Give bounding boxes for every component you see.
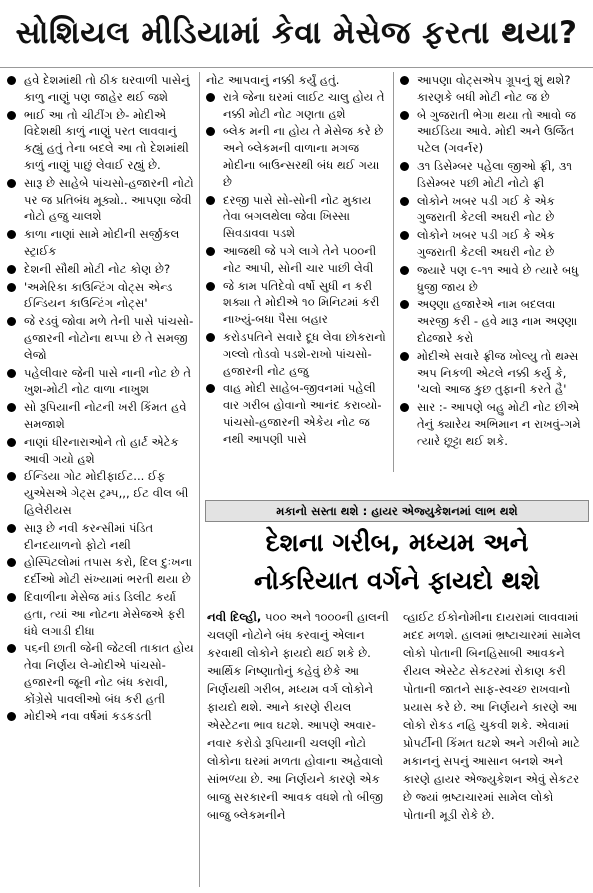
bullet-item (206, 329, 389, 379)
bullet-dot-icon (7, 593, 16, 602)
bullet-item (7, 107, 195, 174)
bullet-dot-icon (400, 76, 409, 85)
bullet-item (206, 243, 389, 277)
article-body-right: વ્હાઈટ ઈકોનોમીના દાયરામાં લાવવામાં મદદ મળશે. હાલમાં ભ્રષ્ટાચારમાં સામેલ લોકો પોતાની બિનહિસાબી આવકને રીયલ એસ્ટેટ સેકટરમાં રોકાણ કરી પોતાની જાતને સાફ-સ્વચ્છ રાખવાનો પ્રયાસ કરે છે. આ નિર્ણયને કારણે આ લોકો રોકડ નહિ ચુકવી શકે. એવામાં પ્રોપર્ટીની કિંમત ઘટશે અને ગરીબો માટે મકાનનું સપનું આસાન બનશે અને કારણે હાયર એજ્યુકેશન એવું સેકટર છે જ્યાં ભ્રષ્ટાચારમાં સામેલ લોકો પોતાની મૂડી રોકે છે. (403, 610, 581, 822)
bullet-text: મોદીએ સવારે ફ્રીજ ખોલ્યુ તો થમ્સ અપ નિકળી એટલે નક્કી કર્યુ કે, 'ચલો આજ કુછ તુફાની કરતે હૈ' (417, 348, 579, 397)
bullet-text: રાત્રે જેના ઘરમાં લાઈટ ચાલુ હોય તે નક્કી મોટી નોટ ગણતા હશે (223, 89, 385, 121)
bullet-text: આજથી જે પગે લાગે તેને ૫૦૦ની નોટ આપી, સોની ચાર પાછી લેવી (223, 243, 377, 275)
bullet-dot-icon (7, 644, 16, 653)
column-2-lead: નોટ આપવાનું નક્કી કર્યું હતું. (206, 73, 340, 87)
bullet-dot-icon (206, 196, 215, 205)
bullet-text: લોકોને ખબર પડી ગઈ કે એક ગુજરાતી કેટલી અઘરી નોટ છે (417, 193, 555, 225)
bullet-dot-icon (400, 403, 409, 412)
bullet-text: લોકોને ખબર પડી ગઈ કે એક ગુજરાતી કેટલી અઘરી નોટ છે (417, 228, 555, 259)
bullet-item (7, 261, 195, 278)
bullet-dot-icon (400, 111, 409, 120)
bullet-dot-icon (7, 76, 16, 85)
bullet-text: ઈન્ડિયા ગોટ મોદીફાઈટ... ઈફ યુએસએ ગેટ્સ ટ્રમ્પ,,, ઈટ વીલ બી હિલેરીયસ (24, 469, 189, 517)
bullet-text: બ્લેક મની ના હોય તે મેસેજ કરે છે અને બ્લેકમની વાળાના મગજ મોદીના બાઉન્સરથી બંધ થઈ ગયા છે (223, 124, 384, 189)
bullet-item (7, 468, 195, 518)
bullet-item (400, 107, 588, 157)
bullet-dot-icon (7, 111, 16, 120)
bullet-item (400, 193, 588, 227)
bullet-text: દિવાળીના મેસેજ માંડ ડિલીટ કર્યા હતા, ત્યાં આ નોટના મેસેજએ ફરી ધંધે લગાડી દીધા (24, 589, 185, 638)
bullet-text: ૩૧ ડિસેમ્બર પહેલા જીઓ ફ્રી, ૩૧ ડિસેમ્બર પછી મોટી નોટો ફ્રી (417, 158, 573, 190)
bullet-item (7, 640, 195, 707)
bullet-dot-icon (7, 179, 16, 188)
bullet-text: નાણાં ધીરનારાઓને તો હાર્ટ એટેક આવી ગયો હશે (24, 434, 179, 466)
bullet-text: સારૂ છે નવી કરન્સીમાં પંડિત દીનદયાળનો ફોટો નથી (24, 520, 154, 552)
bullet-text: કરોડપતિને સવારે દૂધ લેવા છોકરાનો ગલ્લો તોડવો પડશે-રાખો પાંચસો-હજારની નોટ હજુ (223, 329, 386, 378)
bullet-item (206, 192, 389, 242)
bullet-text: અણ્ણા હજારેએ નામ બદલવા અરજી કરી - હવે મારૂ નામ અણ્ણા દોઢજારે કરો (417, 297, 578, 345)
bullet-dot-icon (400, 162, 409, 171)
bullet-dot-icon (7, 524, 16, 533)
bullet-item (206, 89, 389, 123)
bullet-dot-icon (400, 197, 409, 206)
bullet-text: હવે દેશમાંથી તો ઠીક ઘરવાળી પાસેનું કાળુ નાણું પણ જાહેર થઈ જશે (24, 73, 190, 104)
bullet-item (206, 278, 389, 328)
article-title-line-2: નોકરિયાત વર્ગને ફાયદો થશે (254, 566, 540, 595)
bullet-dot-icon (400, 266, 409, 275)
bullet-dot-icon (7, 403, 16, 412)
bullet-dot-icon (206, 333, 215, 342)
bullet-text: સાર :- આપણે બહુ મોટી નોટ છીએ તેનું ક્યારેય અભિમાન ન રાખવું-ગમે ત્યારે છૂટ્ટા થઈ શકે. (417, 400, 581, 448)
bullet-text: કાળા નાણાં સામે મોદીની સર્જીકલ સ્ટ્રાઈક (24, 227, 180, 258)
bullet-text: આપણા વોટ્સએપ ગ્રૂપનું શું થશે? કારણકે બધી મોટી નોટ જ છે (417, 73, 571, 104)
bullet-text: જે કામ પતિદેવો વર્ષો સુધી ન કરી શક્યા તે મોદીએ ૧૦ મિનિટમાં કરી નાખ્યું-બધા પૈસા બહાર (223, 278, 380, 327)
bullet-item (7, 554, 195, 588)
bullet-dot-icon (7, 283, 16, 292)
bullet-text: વાહ મોદી સાહેબ-જીવનમાં પહેલી વાર ગરીબ હોવાનો આનંદ કરાવ્યો-પાંચસો-હજારની એકેય નોટ જ નથી આપણી પાસે (223, 381, 382, 446)
bullet-dot-icon (400, 300, 409, 309)
bullet-text: જે રડવું જોવા મળે તેની પાસે પાંચસો-હજારની નોટોના થપ્પા છે તે સમજી લેજો (24, 314, 194, 362)
article-body (207, 608, 589, 888)
bullet-item (400, 399, 588, 449)
bullet-item (7, 520, 195, 554)
bullet-text: દરજી પાસે સો-સોની નોટ મુકાય તેવા બગલથેલા જેવા ખિસ્સા સિવડાવવા પડશે (223, 192, 372, 241)
column-1 (7, 72, 200, 887)
bullet-text: 'અમેરિકા કાઉન્ટિંગ વોટ્સ એન્ડ ઈન્ડિયન કાઉન્ટિંગ નોટ્સ' (24, 279, 173, 311)
bullet-text: પ૬ની છાતી જેની જેટલી તાકાત હોય તેવા નિર્ણય લે-મોદીએ પાંચસો-હજારની જૂની નોટ બંધ કરાવી, કોંગ્રેસે પાવલીઓ બંધ કરી હતી (24, 641, 194, 706)
bullet-item (400, 262, 588, 296)
bullet-dot-icon (7, 438, 16, 447)
bullet-dot-icon (206, 127, 215, 136)
bullet-text: ભાઈ આ તો ચીટીંગ છે- મોદીએ વિદેશથી કાળું નાણું પરત લાવવાનું કહ્યું હતું તેના બદલે આ તો દેશમાંથી કાળું નાણું પાછું લેવાઈ રહ્યું છે. (24, 107, 189, 172)
sidebar-article (205, 500, 589, 888)
headline-banner (0, 0, 593, 68)
article-body-left (207, 608, 393, 888)
article-body-left-text: ૫૦૦ અને ૧૦૦૦ની હાલની ચલણી નોટોને બંધ કરવાનું એલાન કરવાથી લોકોને ફાયદો થઈ શકે છે. આર્થિક નિષ્ણાતોનું કહેવું છેકે આ નિર્ણયથી ગરીબ, મધ્યમ વર્ગ લોકોને ફાયદો થશે. આને કારણે રીયલ એસ્ટેટના ભાવ ઘટશે. આપણે અવાર-નવાર કરોડો રૂપિયાની ચલણી નોટો લોકોના ઘરમાં મળતા હોવાના અહેવાલો સાંભળ્યા છે. આ નિર્ણયને કારણે એક બાજુ સરકારની આવક વધશે તો બીજી બાજુ બ્લેકમનીને (207, 610, 389, 822)
article-dateline: નવી દિલ્હી, (207, 610, 262, 624)
bullet-dot-icon (7, 558, 16, 567)
bullet-item (206, 123, 389, 190)
bullet-item (7, 589, 195, 639)
bullet-dot-icon (7, 472, 16, 481)
bullet-item (7, 226, 195, 260)
bullet-item (7, 365, 195, 399)
article-kicker: મકાનો સસ્તા થશે : હાયર એજ્યુકેશનમાં લાભ થશે (205, 500, 589, 522)
bullet-dot-icon (7, 265, 16, 274)
column-3 (400, 72, 588, 492)
bullet-item (7, 279, 195, 313)
bullet-item (7, 434, 195, 468)
bullet-dot-icon (206, 93, 215, 102)
bullet-item (7, 313, 195, 363)
bullet-item (400, 158, 588, 192)
bullet-dot-icon (206, 384, 215, 393)
headline: સોશિયલ મીડિયામાં કેવા મેસેજ ફરતા થયા? (15, 15, 578, 51)
bullet-item (400, 348, 588, 398)
article-title-line-1: દેશના ગરીબ, મધ્યમ અને (265, 528, 529, 557)
bullet-item (206, 380, 389, 447)
bullet-text: પહેલીવાર જેની પાસે નાની નોટ છે તે ખુશ-મોટી નોટ વાળા નાખુશ (24, 365, 192, 397)
bullet-item (400, 72, 588, 106)
bullet-item (400, 227, 588, 261)
bullet-item (400, 296, 588, 346)
bullet-dot-icon (7, 317, 16, 326)
bullet-text: સારૂ છે સાહેબે પાંચસો-હજારની નોટો પર જ પ્રતિબંધ મૂક્યો.. આપણા જેવી નોટો હજુ ચાલશે (24, 175, 194, 224)
bullet-text: હોસ્પિટલોમાં તપાસ કરો, દિલ દુઃખના દર્દીઓ મોટી સંખ્યામાં ભરતી થયા છે (24, 555, 193, 587)
bullet-text: બે ગુજરાતી ભેગા થયા તો આવો જ આઈડિયા આવે. મોદી અને ઉર્જિત પટેલ (ગવર્નર) (417, 107, 576, 156)
bullet-dot-icon (400, 352, 409, 361)
bullet-dot-icon (400, 231, 409, 240)
bullet-dot-icon (7, 369, 16, 378)
bullet-dot-icon (206, 247, 215, 256)
bullet-item (7, 708, 195, 725)
bullet-text: જ્યારે પણ ૯-૧૧ આવે છે ત્યારે બધુ ધ્રુજી જાય છે (417, 262, 579, 294)
bullet-dot-icon (206, 282, 215, 291)
bullet-item (7, 72, 195, 106)
bullet-dot-icon (7, 230, 16, 239)
bullet-dot-icon (7, 712, 16, 721)
bullet-item (7, 175, 195, 225)
bullet-text: મોદીએ નવા વર્ષમાં કડકડતી (24, 709, 152, 724)
article-title (205, 524, 589, 600)
column-2 (206, 72, 394, 472)
bullet-text: દેશની સૌથી મોટી નોટ કોણ છે? (24, 261, 171, 276)
bullet-item (7, 399, 195, 433)
bullet-text: સો રૂપિયાની નોટની ખરી કિંમત હવે સમજાશે (24, 400, 187, 431)
